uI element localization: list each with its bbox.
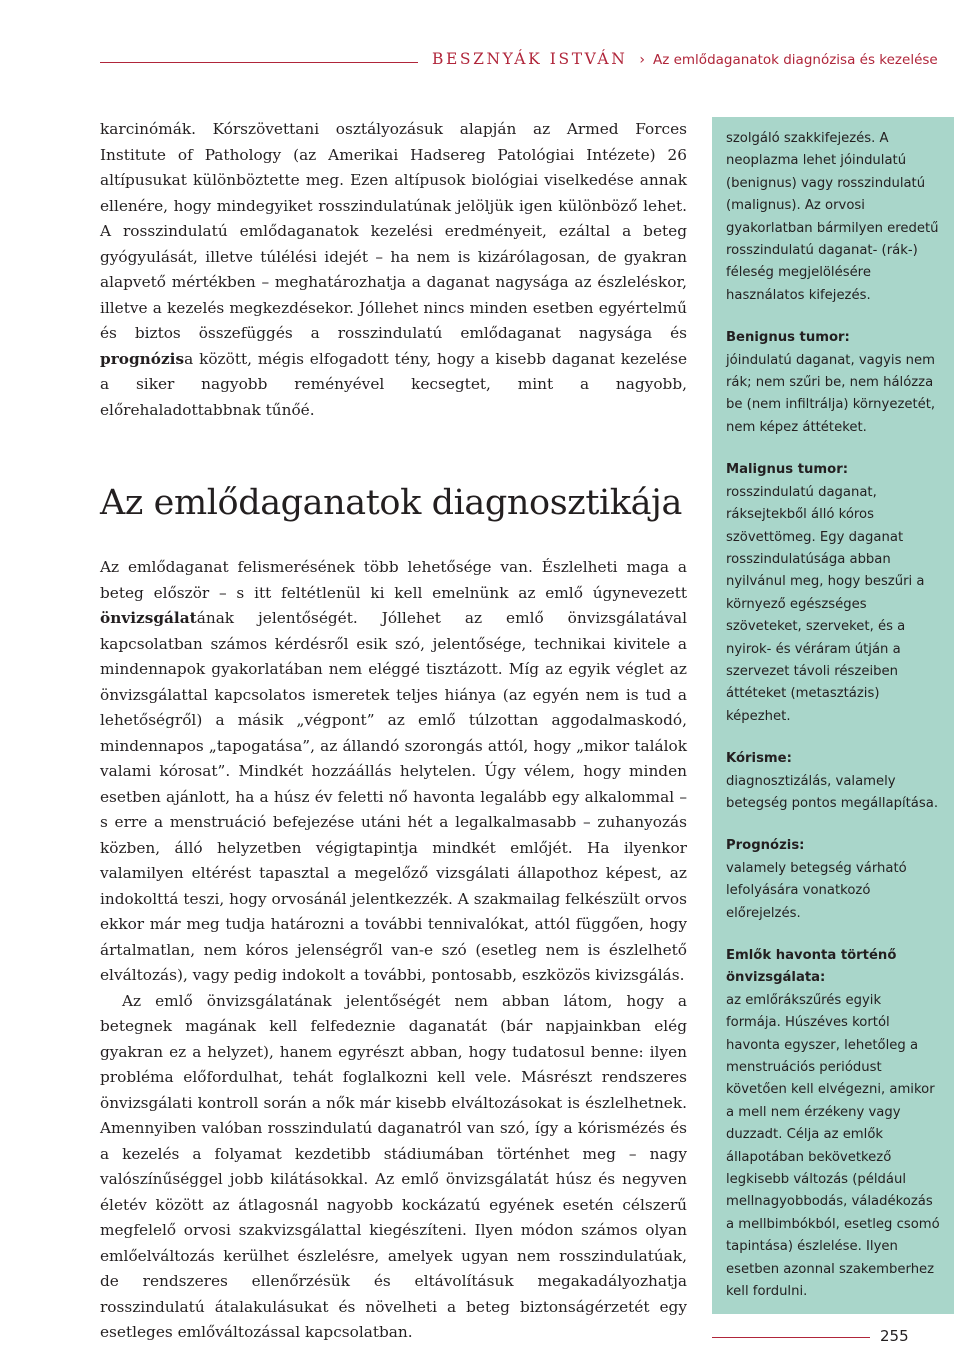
- glossary-sidebar: [712, 117, 954, 1314]
- glossary-term: Malignus tumor:: [726, 462, 848, 478]
- glossary-term: Prognózis:: [726, 838, 805, 854]
- glossary-definition: az emlőrákszűrés egyik formája. Húszéves kortól havonta egyszer, lehetőleg a menstruációs periódust követően kell elvégezni, amikor a mell nem érzékeny vagy duzzadt. Célja az emlők állapotában bekövetkező legkisebb változás (például mellnagyobbodás, váladékozás a mellbimbókból, esetleg csomó tapintása) észlelése. Ilyen esetben azonnal szakemberhez kell fordulni.: [726, 992, 940, 1300]
- main-text-column: [100, 117, 687, 1346]
- paragraph-significance: Az emlő önvizsgálatának jelentőségét nem abban látom, hogy a betegnek magának kell felfedeznie daganatát (bár napjainkban elég gyakran ez a helyzet), hanem egyrészt abban, hogy tudatosul benne: ilyen probléma előfordulhat, tehát foglalkozni kell vele. Másrészt rendszeres önvizsgálati kontroll során a nők már kisebb elváltozásokat is észlelhetnek. Amennyiben valóban rosszindulatú daganatról van szó, így a kórismézés és a kezelés a folyamat kezdetibb stádiumában történhet meg – nagy valószínűséggel jobb kilátásokkal. Az emlő önvizsgálatát húsz és negyven életév között az átlagosnál nagyobb kockázatú egyének esetén célszerű megfelelő orvosi szakvizsgálattal kiegészíteni. Ilyen módon számos olyan emlőelváltozás kerülhet észlelésre, amelyek ugyan nem rosszindulatúak, de rendszeres ellenőrzésük és eltávolításuk megakadályozhatja rosszindulatú átalakulásukat és növelheti a beteg biztonságérzetét egy esetleges emlőváltozással kapcsolatban.: [100, 991, 687, 1341]
- glossary-entry: [726, 327, 940, 439]
- term-prognosis-bold: prognózis: [100, 349, 185, 368]
- glossary-entry: [726, 459, 940, 728]
- footer-rule: [712, 1337, 870, 1338]
- glossary-term: Kórisme:: [726, 751, 792, 767]
- glossary-definition: jóindulatú daganat, vagyis nem rák; nem szűri be, nem hálózza be (nem infiltrálja) környezetét, nem képez áttéteket.: [726, 352, 936, 435]
- glossary-definition: rosszindulatú daganat, ráksejtekből álló kóros szövettömeg. Egy daganat rosszindulatúsága abban nyilvánul meg, hogy beszűri a környező egészséges szöveteket, szerveket, és a nyirok- és véráram útján a szervezet távoli részeiben áttéteket (metasztázis) képezhet.: [726, 484, 925, 724]
- running-header: [432, 50, 954, 68]
- paragraph-intro-text-b: a között, mégis elfogadott tény, hogy a kisebb daganat kezelése a siker nagyobb reményével kecsegtet, mint a nagyobb, előrehaladottabbnak tűnőé.: [100, 349, 687, 419]
- paragraph-intro-text-a: karcinómák. Kórszövettani osztályozásuk alapján az Armed Forces Institute of Pathology (az Amerikai Hadsereg Patológiai Intézete) 26 altípusukat különböztette meg. Ezen altípusok biológiai viselkedése annak ellenére, hogy mindegyiket rosszindulatúnak jelöljük igen különböző lehet. A rosszindulatú emlődaganatok kezelési eredményeit, ezáltal a beteg gyógyulását, illetve túlélési idejét – ha nem is kizárólagosan, de gyakran alapvető mértékben – meghatározhatja a daganat nagysága az észleléskor, illetve a kezelés megkezdésekor. Jóllehet nincs minden esetben egyértelmű és biztos összefüggés a rosszindulatú emlődaganat nagysága és: [100, 120, 687, 342]
- chevron-right-icon: ›: [639, 52, 645, 68]
- glossary-entry: [726, 945, 940, 1304]
- paragraph-intro: [100, 117, 687, 423]
- glossary-definition: valamely betegség várható lefolyására vonatkozó előrejelzés.: [726, 860, 907, 921]
- glossary-term: Emlők havonta történő önvizsgálata:: [726, 948, 897, 986]
- header-author: BESZNYÁK ISTVÁN: [432, 50, 628, 68]
- page-number: 255: [880, 1327, 909, 1345]
- glossary-definition: diagnosztizálás, valamely betegség pontos megállapítása.: [726, 773, 939, 811]
- section-title: Az emlődaganatok diagnosztikája: [100, 483, 682, 523]
- glossary-entry: [726, 748, 940, 815]
- glossary-intro: szolgáló szakkifejezés. A neoplazma lehet jóindulatú (benignus) vagy rosszindulatú (malignus). Az orvosi gyakorlatban bármilyen eredetű rosszindulatú daganat- (rák-) féleség megjelölésére használatos kifejezés.: [726, 131, 939, 303]
- header-rule: [100, 62, 418, 63]
- header-chapter-title: Az emlődaganatok diagnózisa és kezelése: [652, 52, 938, 68]
- paragraph-self-exam: [100, 555, 687, 989]
- term-self-exam-bold: önvizsgálat: [100, 609, 197, 627]
- paragraph-self-exam-text-b: ának jelentőségét. Jóllehet az emlő önvizsgálatával kapcsolatban számos kérdésről esik szó, jelentősége, technikai kivitele a mindennapok gyakorlatában nem eléggé tisztázott. Míg az egyik véglet az önvizsgálattal kapcsolatos ismeretek teljes hiánya (az egyén nem is tud a lehetőségről) a másik „végpont” az emlő túlzottan aggodalmaskodó, mindennapos „tapogatása”, az állandó szorongás attól, hogy „mikor találok valami kórosat”. Mindkét hozzáállás helytelen. Úgy vélem, hogy minden esetben ajánlott, ha a húsz év feletti nő havonta legalább egy alkalommal – s erre a menstruáció befejezése utáni hét a legalkalmasabb – zuhanyozás közben, álló helyzetben végigtapintja mindkét emlőjét. Ha ilyenkor valamilyen eltérést tapasztal a megelőző vizsgálati állapothoz képest, az indokolttá teszi, hogy orvosánál jelentkezzék. A szakmailag felkészült orvos ekkor már meg tudja határozni a további tennivalókat, attól függően, hogy ártalmatlan, nem kóros jelenségről van-e szó (esetleg nem is észlelhető elváltozás), vagy pedig indokolt a további, pontosabb, eszközös kivizsgálás.: [100, 609, 687, 984]
- glossary-entry: [726, 835, 940, 925]
- paragraph-self-exam-text-a: Az emlődaganat felismerésének több lehetősége van. Észlelheti maga a beteg először – s itt feltétlenül ki kell emelnünk az emlő úgynevezett: [100, 558, 687, 602]
- glossary-term: Benignus tumor:: [726, 330, 850, 346]
